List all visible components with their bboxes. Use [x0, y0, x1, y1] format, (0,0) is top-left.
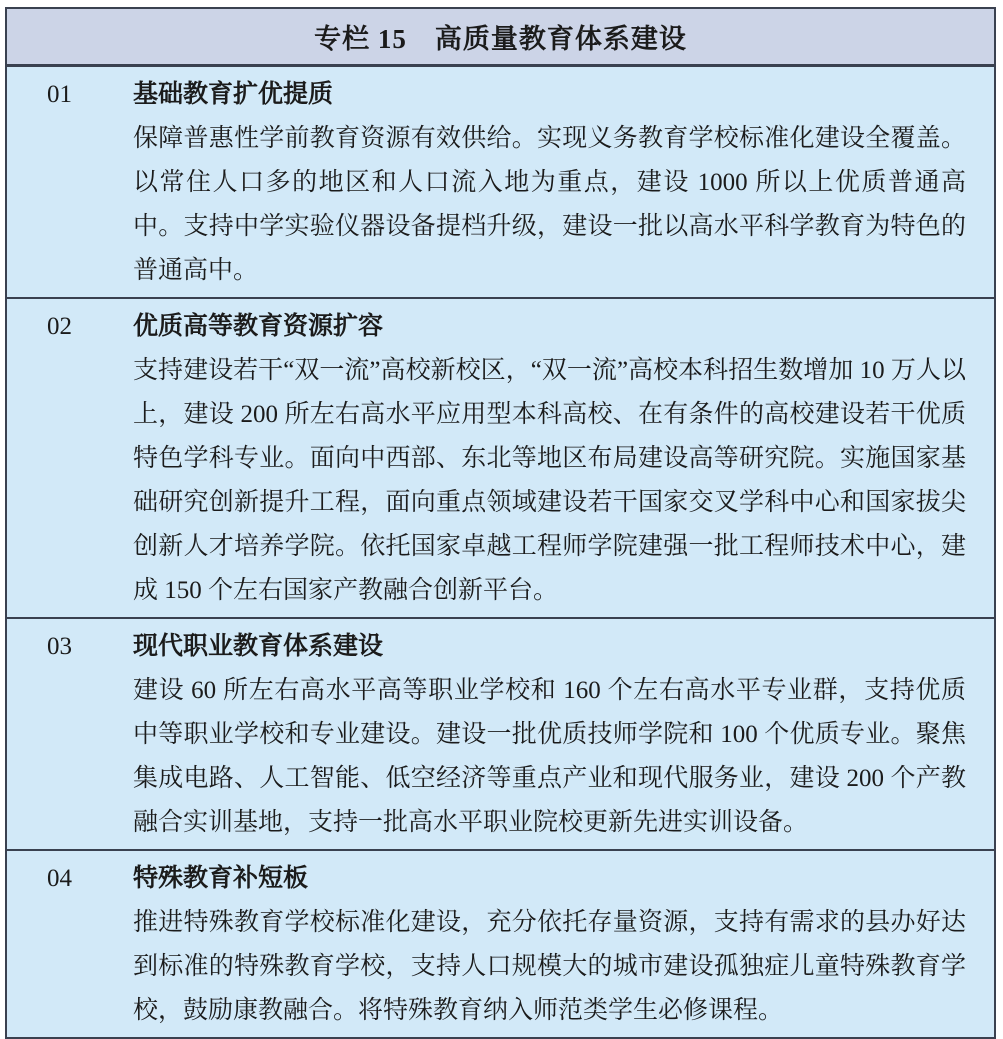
panel-title: 专栏 15 高质量教育体系建设: [314, 24, 687, 54]
section-vocational-education: [7, 619, 994, 851]
section-special-education: [7, 851, 994, 1037]
section-heading: 特殊教育补短板: [133, 865, 309, 892]
section-heading: 优质高等教育资源扩容: [133, 313, 384, 340]
panel-header: [7, 9, 994, 67]
section-body-text: 保障普惠性学前教育资源有效供给。实现义务教育学校标准化建设全覆盖。以常住人口多的地区和人口流入地为重点，建设 1000 所以上优质普通高中。支持中学实验仪器设备提档升级，建设一批以高水平科学教育为特色的普通高中。: [133, 125, 966, 284]
column-box-panel: [5, 7, 996, 1039]
section-body-text: 支持建设若干“双一流”高校新校区，“双一流”高校本科招生数增加 10 万人以上，建设 200 所左右高水平应用型本科高校、在有条件的高校建设若干优质特色学科专业。面向中西部、东北等地区布局建设高等研究院。实施国家基础研究创新提升工程，面向重点领域建设若干国家交叉学科中心和国家拔尖创新人才培养学院。依托国家卓越工程师学院建强一批工程师技术中心，建成 150 个左右国家产教融合创新平台。: [133, 357, 966, 604]
section-heading-row: [47, 73, 966, 117]
section-heading-row: [47, 625, 966, 669]
section-body-text: 建设 60 所左右高水平高等职业学校和 160 个左右高水平专业群，支持优质中等职业学校和专业建设。建设一批优质技师学院和 100 个优质专业。聚焦集成电路、人工智能、低空经济等重点产业和现代服务业，建设 200 个产教融合实训基地，支持一批高水平职业院校更新先进实训设备。: [133, 677, 966, 836]
section-heading-row: [47, 857, 966, 901]
section-number: 01: [47, 81, 72, 108]
section-basic-education: [7, 67, 994, 299]
section-heading-row: [47, 305, 966, 349]
section-body-text: 推进特殊教育学校标准化建设，充分依托存量资源，支持有需求的县办好达到标准的特殊教育学校，支持人口规模大的城市建设孤独症儿童特殊教育学校，鼓励康教融合。将特殊教育纳入师范类学生必修课程。: [133, 909, 966, 1024]
section-heading: 现代职业教育体系建设: [133, 633, 384, 660]
section-higher-education: [7, 299, 994, 619]
section-number: 04: [47, 865, 72, 892]
section-heading: 基础教育扩优提质: [133, 81, 334, 108]
section-number: 02: [47, 313, 72, 340]
section-number: 03: [47, 633, 72, 660]
